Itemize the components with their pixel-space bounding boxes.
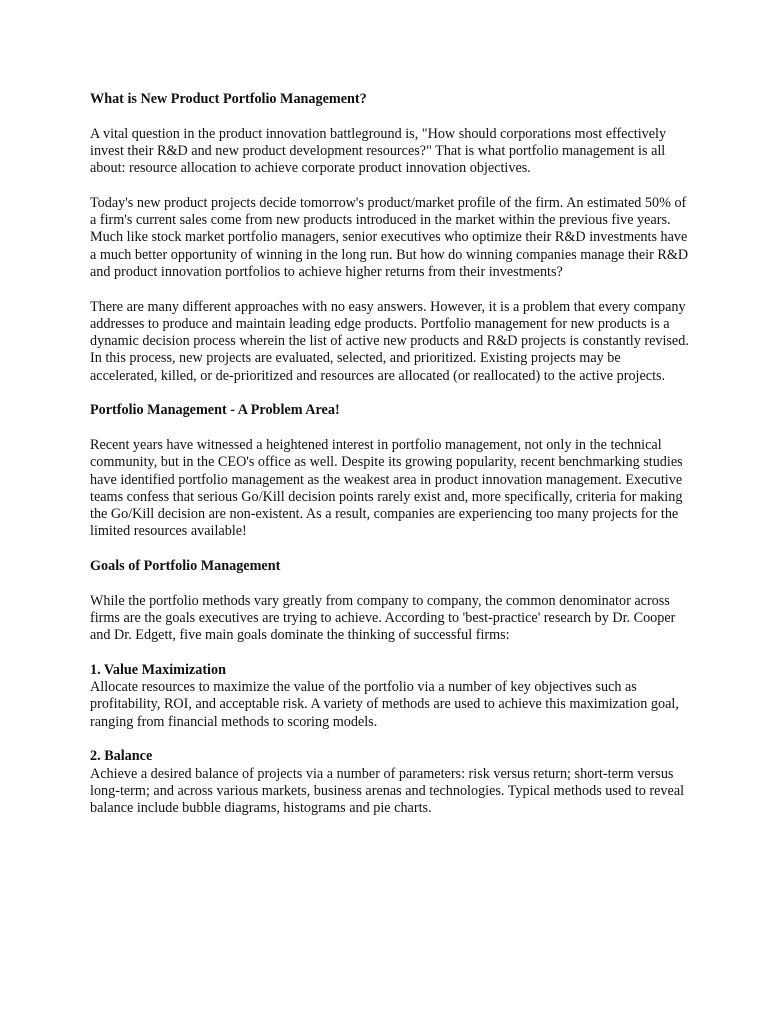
goal-title: 1. Value Maximization <box>90 661 226 678</box>
intro-paragraph-1: A vital question in the product innovation battleground is, "How should corporations most effectively invest their R&D and new product development resources?" That is what portfolio management is all about: resource allocation to achieve corporate product innovation objectives. <box>90 125 667 177</box>
intro-paragraph-2: Today's new product projects decide tomorrow's product/market profile of the firm. An estimated 50% of a firm's current sales come from new products introduced in the market within the previous five years. Much like stock market portfolio managers, senior executives who optimize their R&D investments have a much better opportunity of winning in the long run. But how do winning companies manage their R&D and product innovation portfolios to achieve higher returns from their investments? <box>90 194 689 280</box>
problem-section-paragraph: Recent years have witnessed a heightened interest in portfolio management, not only in the technical community, but in the CEO's office as well. Despite its growing popularity, recent benchmarking studies have identified portfolio management as the weakest area in product innovation management. Executive teams confess that serious Go/Kill decision points rarely exist and, more specifically, criteria for making the Go/Kill decision are non-existent. As a result, companies are experiencing too many projects for the limited resources available! <box>90 436 683 540</box>
goal-title: 2. Balance <box>90 748 153 765</box>
intro-paragraph-3: There are many different approaches with no easy answers. However, it is a problem that every company addresses to produce and maintain leading edge products. Portfolio management for new products is a dynamic decision process wherein the list of active new products and R&D projects is constantly revised. In this process, new projects are evaluated, selected, and prioritized. Existing projects may be accelerated, killed, or de-prioritized and resources are allocated (or reallocated) to the active projects. <box>90 298 689 384</box>
goals-section-paragraph: While the portfolio methods vary greatly from company to company, the common denominator across firms are the goals executives are trying to achieve. According to 'best-practice' research by Dr. Cooper and Dr. Edgett, five main goals dominate the thinking of successful firms: <box>90 592 676 644</box>
problem-section-heading: Portfolio Management - A Problem Area! <box>90 402 340 419</box>
goal-balance <box>90 748 690 817</box>
goal-value-maximization <box>90 662 690 731</box>
goals-section-heading: Goals of Portfolio Management <box>90 558 281 575</box>
goal-text: Achieve a desired balance of projects via a number of parameters: risk versus return; short-term versus long-term; and across various markets, business arenas and technologies. Typical methods used to reveal balance include bubble diagrams, histograms and pie charts. <box>90 765 685 817</box>
document-page <box>90 91 690 835</box>
goal-text: Allocate resources to maximize the value of the portfolio via a number of key objectives such as profitability, ROI, and acceptable risk. A variety of methods are used to achieve this maximization goal, ranging from financial methods to scoring models. <box>90 679 679 730</box>
document-title: What is New Product Portfolio Management? <box>90 91 367 107</box>
